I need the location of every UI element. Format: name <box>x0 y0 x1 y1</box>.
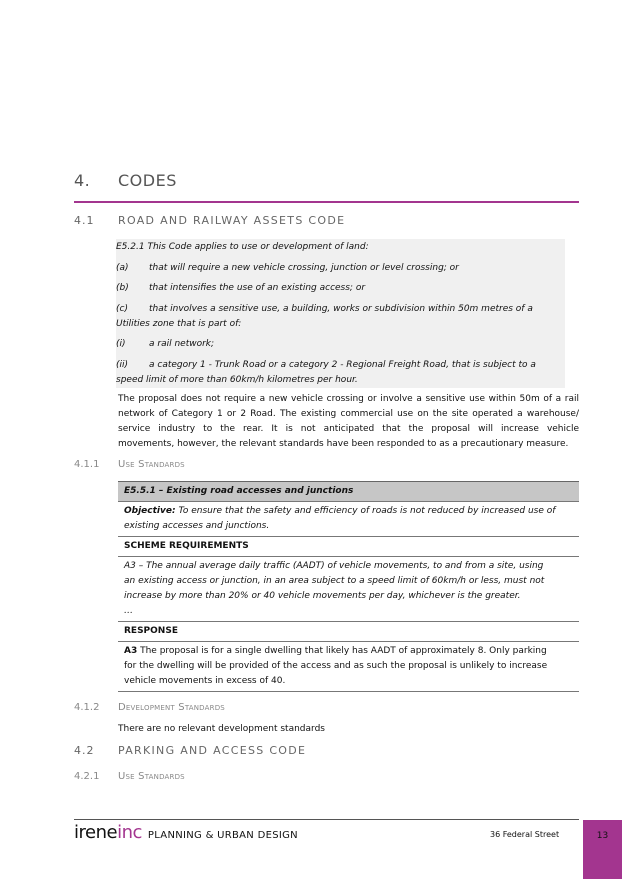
section-title: CODES <box>118 171 177 190</box>
quote-line: speed limit of more than 60km/h kilometres per hour. <box>116 375 358 385</box>
table-response-label: RESPONSE <box>118 622 579 642</box>
table-objective: Objective: To ensure that the safety and efficiency of roads is not reduced by increased use of existing accesses and junctions. <box>118 502 579 537</box>
table-scheme-label: SCHEME REQUIREMENTS <box>118 537 579 557</box>
quote-line: (b) that intensifies the use of an existing access; or <box>116 283 366 293</box>
table-requirement-a3: A3 – The annual average daily traffic (AADT) of vehicle movements, to and from a site, using an existing access or junction, in an area subject to a speed limit of 60km/h or less, must not increase by more than 20% or 40 vehicle movements per day, whichever is the greater. … <box>118 557 579 622</box>
table-response: A3 The proposal is for a single dwelling that likely has AADT of approximately 8. Only parking for the dwelling will be provided of the access and as such the proposal is unlikely to increase vehicle movements in excess of 40. <box>118 642 579 692</box>
subsection-heading-4-1-1: 4.1.1 Use Standards <box>74 459 185 470</box>
brand-irene: irene <box>74 822 118 843</box>
quote-line: (a) that will require a new vehicle crossing, junction or level crossing; or <box>116 263 459 273</box>
section-divider <box>74 201 579 203</box>
subsection-heading-4-2-1: 4.2.1 Use Standards <box>74 771 185 782</box>
quote-line: Utilities zone that is part of: <box>116 319 242 329</box>
quote-line: E5.2.1 This Code applies to use or development of land: <box>116 242 369 252</box>
quote-line: (i) a rail network; <box>116 339 215 349</box>
subsection-heading-4-1: 4.1 ROAD AND RAILWAY ASSETS CODE <box>74 214 346 227</box>
body-paragraph: The proposal does not require a new vehicle crossing or involve a sensitive use within 50m of a rail network of Category 1 or 2 Road. The existing commercial use on the site operated a warehouse/ service industry to the rear. It is not anticipated that the proposal will increase vehicle movements, however, the relevant standards have been responded to as a precautionary measure. <box>118 394 579 449</box>
standards-table <box>118 481 579 692</box>
subsection-heading-4-1-2: 4.1.2 Development Standards <box>74 702 225 713</box>
brand-tagline: PLANNING & URBAN DESIGN <box>147 830 298 841</box>
quote-line: (ii) a category 1 - Trunk Road or a category 2 - Regional Freight Road, that is subject to a <box>116 360 536 370</box>
brand-inc: inc <box>117 822 142 843</box>
footer-address: 36 Federal Street <box>490 830 560 839</box>
page-number: 13 <box>583 820 622 879</box>
subsection-heading-4-2: 4.2 PARKING AND ACCESS CODE <box>74 744 307 757</box>
body-paragraph: There are no relevant development standards <box>118 724 325 734</box>
quote-line: (c) that involves a sensitive use, a building, works or subdivision within 50m metres of a <box>116 304 533 314</box>
table-header: E5.5.1 – Existing road accesses and junctions <box>118 482 579 502</box>
footer-divider <box>74 819 579 820</box>
section-heading <box>74 171 177 190</box>
brand-logo <box>74 822 298 842</box>
section-number: 4. <box>74 171 91 190</box>
code-quote-box <box>116 239 565 388</box>
